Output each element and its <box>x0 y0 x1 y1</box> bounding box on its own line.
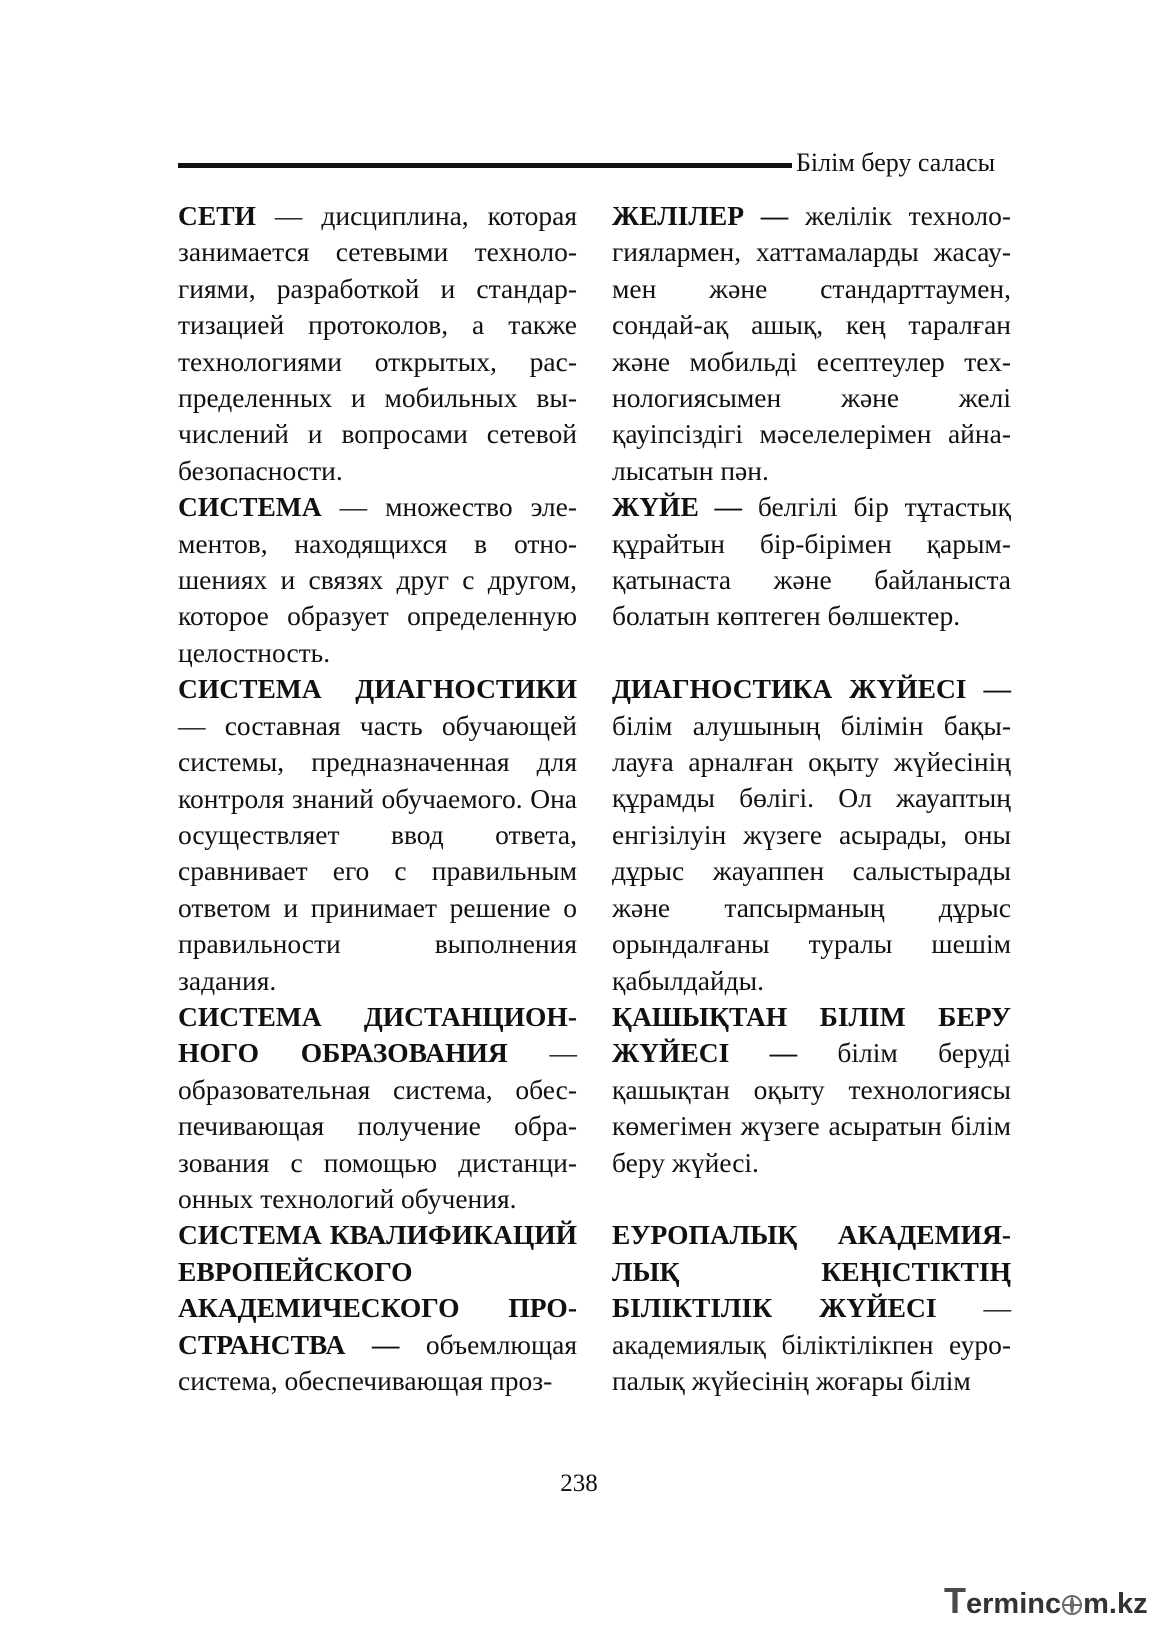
entry-term: СИСТЕМА ДИСТАНЦИОННОГО ОБРАЗОВАНИЯ <box>178 1000 577 1069</box>
entry-term: ЕУРОПАЛЫҚ АКАДЕМИЯЛЫҚ КЕҢІСТІКТІҢ БІЛІКТІЛІК ЖҮЙЕСІ <box>612 1219 1011 1324</box>
kazakh-column <box>612 198 1011 1399</box>
entry-definition: — академиялық біліктілікпен еуропалық жүйесінің жоғары білім <box>612 1292 1011 1396</box>
entry-qashyqtan-bilim-beru-zhuiesi <box>612 999 1011 1181</box>
entry-sistema-diagnostiki <box>178 671 577 999</box>
page-number: 238 <box>560 1470 598 1497</box>
termincom-watermark <box>944 1580 1148 1622</box>
entry-term: СИСТЕМА ДИАГНОСТИКИ <box>178 673 577 705</box>
entry-diagnostika-zhuiesi <box>612 671 1011 999</box>
entry-definition: — составная часть обучающей системы, предназначенная для контроля знаний обучаемого. Она осуществляет ввод ответа, сравнивает его с правильным ответом и принимает решение о правильности выполнения задания. <box>178 709 577 996</box>
entry-zheliler <box>612 198 1011 489</box>
entry-term: ЖЕЛІЛЕР — <box>612 200 789 231</box>
entry-term: ЖҮЙЕ — <box>612 491 743 523</box>
entry-definition: — дисциплина, которая занимается сетевыми технологиями, разработкой и стандартизацией протоколов, а также технологиями открытых, распределенных и мобильных вычислений и вопросами сетевой безопасности. <box>178 200 577 486</box>
entry-sistema <box>178 489 577 671</box>
entry-term: СИСТЕМА КВАЛИФИКАЦИЙ ЕВРОПЕЙСКОГО АКАДЕМИЧЕСКОГО ПРОСТРАНСТВА — <box>178 1219 577 1360</box>
entry-term: ҚАШЫҚТАН БІЛІМ БЕРУ ЖҮЙЕСІ — <box>612 1000 1011 1069</box>
entry-zhuie <box>612 489 1011 635</box>
entry-definition: — множество элементов, находящихся в отношениях и связях друг с другом, которое образует определенную целостность. <box>178 491 577 668</box>
entry-term: ДИАГНОСТИКА ЖҮЙЕСІ — <box>612 673 1011 705</box>
entry-definition: желілік технологиялармен, хаттамаларды жасаумен және стандарттаумен, сондай-ақ ашық, кең таралған және мобильді есептеулер технологиясымен және желі қауіпсіздігі мәселелерімен айналысатын пән. <box>612 200 1011 486</box>
russian-column <box>178 198 577 1399</box>
entry-sistema-kvalifikaciy <box>178 1217 577 1399</box>
entry-biliktilik-zhuiesi <box>612 1217 1011 1399</box>
entry-sistema-distancionnogo-obrazovaniya <box>178 999 577 1217</box>
entry-definition: — образовательная система, обеспечивающая получение образования с помощью дистанционных технологий обучения. <box>178 1037 577 1214</box>
section-title: Білім беру саласы <box>796 148 996 177</box>
entry-term: СИСТЕМА <box>178 491 322 523</box>
watermark-mid: erminc <box>966 1588 1062 1620</box>
entry-definition: белгілі бір тұтастық құрайтын бір-бірімен қарым-қатынаста және байланыста болатын көптеген бөлшектер. <box>612 491 1011 632</box>
entry-definition: білім беруді қашықтан оқыту технологиясы көмегімен жүзеге асыратын білім беру жүйесі. <box>612 1037 1011 1178</box>
entry-seti <box>178 198 577 489</box>
globe-icon <box>1062 1595 1082 1615</box>
entry-definition: білім алушының білімін бақылауға арналған оқыту жүйесінің құрамды бөлігі. Ол жауаптың енгізілуін жүзеге асырады, оны дұрыс жауаппен салыстырады және тапсырманың дұрыс орындалғаны туралы шешім қабылдайды. <box>612 709 1011 996</box>
header-rule <box>178 163 792 168</box>
watermark-tail: m.kz <box>1083 1588 1148 1620</box>
entry-term: СЕТИ <box>178 200 256 231</box>
watermark-lead: T <box>944 1580 966 1621</box>
entry-definition: объемлющая система, обеспечивающая проз- <box>178 1328 577 1396</box>
